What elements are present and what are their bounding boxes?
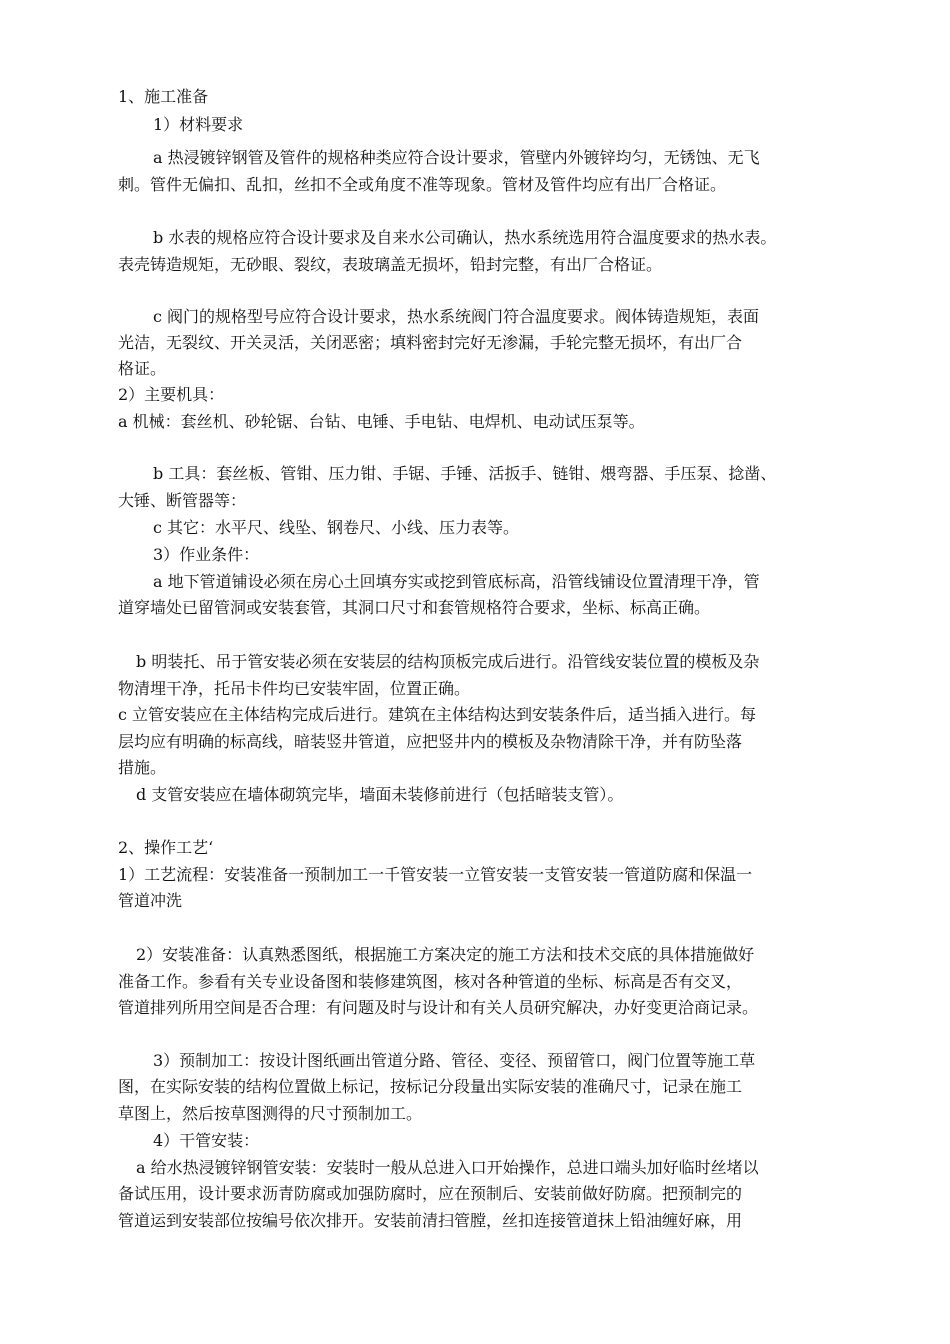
paragraph-line: c 阀门的规格型号应符合设计要求，热水系统阀门符合温度要求。阀体铸造规矩，表面 <box>153 307 760 326</box>
paragraph-line: d 支管安装应在墙体砌筑完毕，墙面未装修前进行（包括暗装支管）。 <box>136 785 624 804</box>
paragraph-line: a 机械：套丝机、砂轮锯、台钻、电锤、手电钻、电焊机、电动试压泵等。 <box>118 412 645 431</box>
paragraph-line: a 给水热浸镀锌钢管安装：安装时一般从总进入口开始操作，总进口端头加好临时丝堵以 <box>136 1158 759 1177</box>
paragraph-line: 措施。 <box>118 758 167 777</box>
subsection-heading: 4）干管安装： <box>153 1131 260 1150</box>
paragraph-line: 1）工艺流程：安装准备一预制加工一千管安装一立管安装一支管安装一管道防腐和保温一 <box>118 865 753 884</box>
paragraph-line: 管道排列所用空间是否合理：有问题及时与设计和有关人员研究解决，办好变更洽商记录。 <box>118 998 759 1017</box>
paragraph-line: 刺。管件无偏扣、乱扣，丝扣不全或角度不准等现象。管材及管件均应有出厂合格证。 <box>118 175 727 194</box>
subsection-heading: 3）作业条件： <box>153 545 260 564</box>
subsection-heading: 2）主要机具： <box>118 385 225 404</box>
paragraph-line: 大锤、断管器等： <box>118 491 247 510</box>
paragraph-line: 管道冲洗 <box>118 891 183 910</box>
paragraph-line: c 其它：水平尺、线坠、钢卷尺、小线、压力表等。 <box>153 518 520 537</box>
paragraph-line: 格证。 <box>118 359 167 378</box>
paragraph-line: 光洁，无裂纹、开关灵活，关闭恶密；填料密封完好无渗漏，手轮完整无损坏，有出厂合 <box>118 333 743 352</box>
section-heading: 2、操作工艺‘ <box>118 838 214 857</box>
paragraph-line: b 明装托、吊于管安装必须在安装层的结构顶板完成后进行。沿管线安装位置的模板及杂 <box>136 652 760 671</box>
paragraph-line: b 水表的规格应符合设计要求及自来水公司确认，热水系统选用符合温度要求的热水表。 <box>153 228 777 247</box>
paragraph-line: 道穿墙处已留管洞或安装套管，其洞口尺寸和套管规格符合要求，坐标、标高正确。 <box>118 598 711 617</box>
paragraph-line: 准备工作。参看有关专业设备图和装修建筑图，核对各种管道的坐标、标高是否有交叉， <box>118 972 743 991</box>
paragraph-line: 2）安装准备：认真熟悉图纸，根据施工方案决定的施工方法和技术交底的具体措施做好 <box>136 945 755 964</box>
paragraph-line: c 立管安装应在主体结构完成后进行。建筑在主体结构达到安装条件后，适当插入进行。每 <box>118 705 757 724</box>
section-heading: 1、施工准备 <box>118 87 209 106</box>
paragraph-line: b 工具：套丝板、管钳、压力钳、手锯、手锤、活扳手、链钳、煨弯器、手压泵、捻凿、 <box>153 464 777 483</box>
subsection-heading: 1）材料要求 <box>153 115 244 134</box>
paragraph-line: a 地下管道铺设必须在房心土回填夯实或挖到管底标高，沿管线铺设位置清理干净，管 <box>153 572 760 591</box>
paragraph-line: 物清埋干净，托吊卡件均已安装牢固，位置正确。 <box>118 679 471 698</box>
paragraph-line: 表壳铸造规矩，无砂眼、裂纹，表玻璃盖无损坏，铅封完整，有出厂合格证。 <box>118 255 663 274</box>
paragraph-line: 草图上，然后按草图测得的尺寸预制加工。 <box>118 1104 423 1123</box>
paragraph-line: 备试压用，设计要求沥青防腐或加强防腐时，应在预制后、安装前做好防腐。把预制完的 <box>118 1184 743 1203</box>
paragraph-line: 层均应有明确的标高线，暗装竖井管道，应把竖井内的模板及杂物清除干净，并有防坠落 <box>118 732 743 751</box>
paragraph-line: 3）预制加工：按设计图纸画出管道分路、管径、变径、预留管口，阀门位置等施工草 <box>153 1051 756 1070</box>
paragraph-line: 管道运到安装部位按编号依次排开。安装前清扫管膛，丝扣连接管道抹上铅油缠好麻，用 <box>118 1211 743 1230</box>
paragraph-line: 图，在实际安装的结构位置做上标记，按标记分段量出实际安装的准确尺寸，记录在施工 <box>118 1077 743 1096</box>
paragraph-line: a 热浸镀锌钢管及管件的规格种类应符合设计要求，管壁内外镀锌均匀，无锈蚀、无飞 <box>153 148 760 167</box>
